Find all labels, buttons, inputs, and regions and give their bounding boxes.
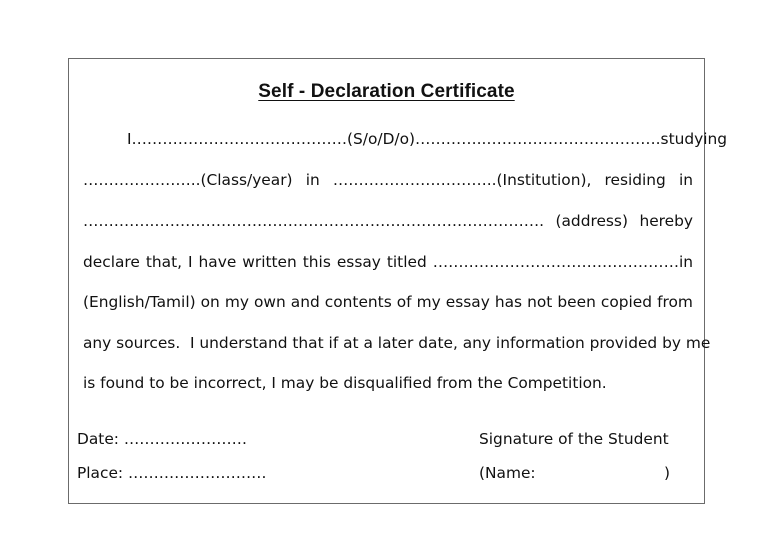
word: that, xyxy=(145,253,183,271)
word: (address) xyxy=(555,212,628,230)
word: and xyxy=(290,293,320,311)
certificate-title: Self - Declaration Certificate xyxy=(258,81,515,102)
body-line-1 xyxy=(127,129,728,149)
word: titled xyxy=(386,253,427,271)
date-field: Date: …………………… xyxy=(77,430,247,448)
word: copied xyxy=(600,293,653,311)
word: contents xyxy=(324,293,392,311)
signature-label: Signature of the Student xyxy=(479,430,669,448)
word: has xyxy=(494,293,523,311)
word: (English/Tamil) xyxy=(83,293,196,311)
word: …………………………………………in xyxy=(432,253,693,271)
body-line-5 xyxy=(83,292,693,312)
body-line-7 xyxy=(83,373,693,393)
word: written xyxy=(242,253,297,271)
word: …………..…………………………………………………………………. xyxy=(83,212,545,230)
name-label: (Name: xyxy=(479,464,536,482)
word: my xyxy=(416,293,441,311)
line-6-text: any sources. I understand that if at a later date, any information provided by me xyxy=(83,334,711,352)
line-1-text: I……………………………………(S/o/D/o)…………..…………………………….studying xyxy=(127,130,728,148)
body-line-3 xyxy=(83,211,693,231)
place-field: Place: ……………………… xyxy=(77,464,267,482)
word: been xyxy=(557,293,596,311)
word: from xyxy=(657,293,693,311)
word: essay xyxy=(336,253,381,271)
word: hereby xyxy=(639,212,693,230)
word: have xyxy=(198,253,237,271)
word: my xyxy=(224,293,249,311)
word: own xyxy=(253,293,286,311)
word: essay xyxy=(445,293,490,311)
word: …………………..(Class/year) xyxy=(83,171,293,189)
word: not xyxy=(527,293,553,311)
name-close-paren: ) xyxy=(664,464,671,482)
word: declare xyxy=(83,253,140,271)
word: in xyxy=(305,171,320,189)
line-7-text: is found to be incorrect, I may be disqualified from the Competition. xyxy=(83,374,607,392)
word: residing xyxy=(604,171,666,189)
word: on xyxy=(200,293,220,311)
body-line-4 xyxy=(83,252,693,272)
word: this xyxy=(302,253,331,271)
word: I xyxy=(188,253,193,271)
body-line-6 xyxy=(83,333,711,353)
word: …………………………..(Institution), xyxy=(332,171,592,189)
body-line-2 xyxy=(83,170,693,190)
certificate-frame xyxy=(68,58,728,504)
word: of xyxy=(396,293,412,311)
word: in xyxy=(678,171,693,189)
